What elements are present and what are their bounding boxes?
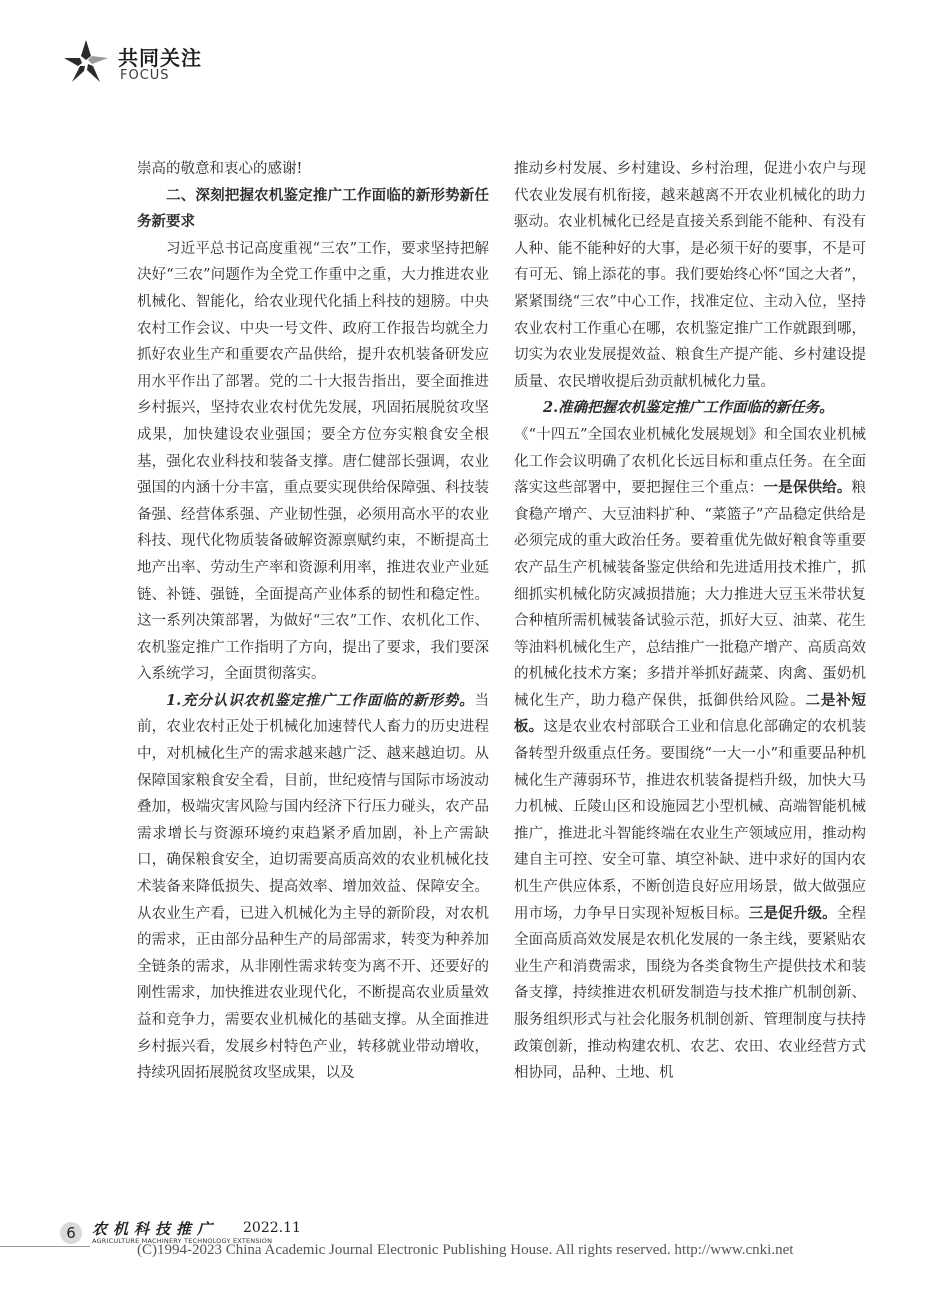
paragraph xyxy=(514,422,866,1087)
paragraph-text: 粮食稳产增产、大豆油料扩种、“菜篮子”产品稳定供给是必须完成的重大政治任务。要着重优先做好粮食等重要农产品生产机械装备鉴定供给和先进适用技术推广，抓细抓实机械化防灾减损措施；大力推进大豆玉米带状复合种植所需机械装备试验示范，抓好大豆、油菜、花生等油料机械化生产，总结推广一批稳产增产、高质高效的机械化技术方案；多措并举抓好蔬菜、肉禽、蛋奶机械化生产，助力稳产保供，抵御供给风险。 xyxy=(514,480,867,709)
section-header xyxy=(60,36,360,96)
key-point: 三是促升级。 xyxy=(748,905,837,922)
paragraph-text: 当前，农业农村正处于机械化加速替代人畜力的历史进程中，对机械化生产的需求越来越广泛、越来越迫切。从保障国家粮食安全看，目前，世纪疫情与国际市场波动叠加，极端灾害风险与国内经济下行压力碰头，农产品需求增长与资源环境约束趋紧矛盾加剧，补上产需缺口，确保粮食安全，迫切需要高质高效的农业机械化技术装备来降低损失、提高效率、增加效益、保障安全。从农业生产看，已进入机械化为主导的新阶段，对农机的需求，正由部分品种生产的局部需求，转变为种养加全链条的需求，从非刚性需求转变为离不开、还要好的刚性需求，加快推进农业现代化，不断提高农业质量效益和竞争力，需要农业机械化的基础支撑。从全面推进乡村振兴看，发展乡村特色产业，转移就业带动增收，持续巩固拓展脱贫攻坚成果，以及 xyxy=(137,692,489,1082)
article-column-right xyxy=(514,156,866,1087)
paragraph xyxy=(137,688,489,1087)
section-heading: 二、深刻把握农机鉴定推广工作面临的新形势新任务新要求 xyxy=(137,187,489,231)
magazine-name: 农机科技推广 xyxy=(92,1220,219,1238)
paragraph: 推动乡村发展、乡村建设、乡村治理，促进小农户与现代农业发展有机衔接，越来越离不开农业机械化的助力驱动。农业机械化已经是直接关系到能不能种、有没有人种、能不能种好的大事，是必须干好的要事，不是可有可无、锦上添花的事。我们要始终心怀“国之大者”，紧紧围绕“三农”中心工作，找准定位、主动入位，坚持农业农村工作重心在哪，农机鉴定推广工作就跟到哪，切实为农业发展提效益、粮食生产提产能、乡村建设提质量、农民增收提后劲贡献机械化力量。 xyxy=(514,161,866,390)
page-footer xyxy=(0,1212,950,1290)
article-column-left xyxy=(137,156,489,1087)
focus-logo-icon xyxy=(60,36,112,88)
magazine-english-name: AGRICULTURE MACHINERY TECHNOLOGY EXTENSION xyxy=(92,1237,273,1245)
subsection-heading: 1.充分认识农机鉴定推广工作面临的新形势。 xyxy=(166,691,475,709)
paragraph-text: 《“十四五”全国农业机械化发展规划》和全国农业机械化工作会议明确了农机化长远目标和重点任务。在全面落实这些部署中，要把握住三个重点： xyxy=(514,426,866,497)
paragraph-text: 这是农业农村部联合工业和信息化部确定的农机装备转型升级重点任务。要围绕“一大一小”和重要品种机械化生产薄弱环节，推进农机装备提档升级，加快大马力机械、丘陵山区和设施园艺小型机械、高端智能机械推广，推进北斗智能终端在农业生产领域应用，推动构建自主可控、安全可靠、填空补缺、进中求好的国内农机生产供应体系，不断创造良好应用场景，做大做强应用市场，力争早日实现补短板目标。 xyxy=(514,719,867,922)
paragraph: 崇高的敬意和衷心的感谢! xyxy=(137,161,303,177)
section-subtitle: FOCUS xyxy=(120,68,170,83)
paragraph-text: 全程全面高质高效发展是农机化发展的一条主线，要紧贴农业生产和消费需求，围绕为各类食物生产提供技术和装备支撑，持续推进农机研发制造与技术推广机制创新、服务组织形式与社会化服务机制创新、管理制度与扶持政策创新，推动构建农机、农艺、农田、农业经营方式相协同，品种、土地、机 xyxy=(514,905,867,1082)
subsection-heading: 2.准确把握农机鉴定推广工作面临的新任务。 xyxy=(543,399,834,417)
copyright-notice: (C)1994-2023 China Academic Journal Electronic Publishing House. All rights reserved. http://www.cnki.net xyxy=(137,1242,794,1258)
paragraph: 习近平总书记高度重视“三农”工作，要求坚持把解决好“三农”问题作为全党工作重中之重，大力推进农业机械化、智能化，给农业现代化插上科技的翅膀。中央农村工作会议、中央一号文件、政府工作报告均就全力抓好农业生产和重要农产品供给，提升农机装备研发应用水平作出了部署。党的二十大报告指出，要全面推进乡村振兴，坚持农业农村优先发展，巩固拓展脱贫攻坚成果，加快建设农业强国；要全方位夯实粮食安全根基，强化农业科技和装备支撑。唐仁健部长强调，农业强国的内涵十分丰富，重点要实现供给保障强、科技装备强、经营体系强、产业韧性强，必须用高水平的农业科技、现代化物质装备破解资源禀赋约束，不断提高土地产出率、劳动生产率和资源利用率，推进农业产业延链、补链、强链，全面提高产业体系的韧性和稳定性。这一系列决策部署，为做好“三农”工作、农机化工作、农机鉴定推广工作指明了方向，提出了要求，我们要深入系统学习，全面贯彻落实。 xyxy=(137,240,489,683)
footer-divider xyxy=(0,1246,90,1247)
key-point: 一是保供给。 xyxy=(763,480,852,497)
page-number: 6 xyxy=(60,1222,82,1244)
key-point: 二是补短板。 xyxy=(514,692,867,736)
issue-date: 2022.11 xyxy=(243,1220,301,1236)
section-title: 共同关注 xyxy=(118,46,202,70)
